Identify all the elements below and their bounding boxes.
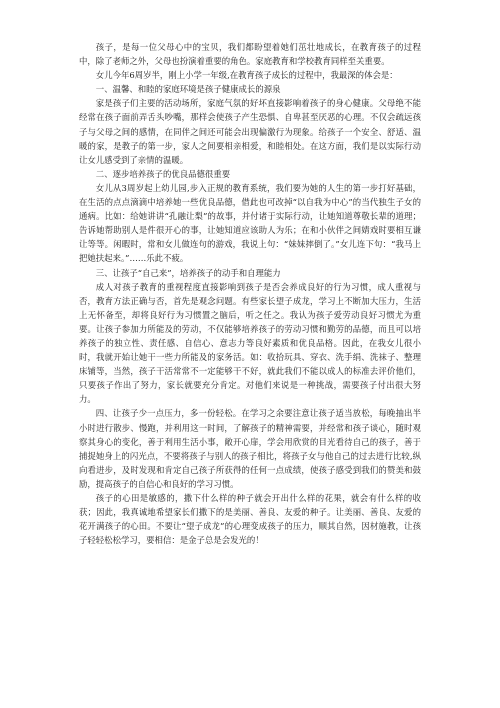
section-4-paragraph: 四、让孩子少一点压力，多一份轻松。在学习之余要注意让孩子适当放松，每晚抽出半小时进行散步、慢跑，并利用这一时间，了解孩子的精神需要，并经常和孩子谈心，随时观察其身心的变化，善于利用生活小事，敞开心扉，学会用欣赏的目光看待自己的孩子，善于捕捉她身上的闪光点，不要将孩子与别人的孩子相比，将孩子女与他自己的过去进行比较,纵向看进步，及时发现和肯定自己孩子所获得的任何一点成绩，使孩子感受到我们的赞美和鼓励，提高孩子的自信心和良好的学习习惯。 (79, 408, 421, 489)
document-body (79, 40, 421, 547)
context-paragraph: 女儿今年6周岁半，刚上小学一年级,在教育孩子成长的过程中，我最深的体会是： (95, 70, 398, 81)
section-heading-2: 二、逐步培养孩子的优良品德很重要 (95, 168, 231, 179)
section-1-paragraph: 家是孩子们主要的活动场所，家庭气氛的好坏直接影响着孩子的身心健康。父母绝不能经常在孩子面前弄舌头吵嘴，那样会使孩子产生恐惧、自卑甚至厌恶的心理。不仅会疏远孩子与父母之间的感情，在同伴之间还可能会出现偏激行为现象。给孩子一个安全、舒适、温暖的家，是教子的第一步，家人之间要相亲相爱，和睦相处。在这方面，我们是以实际行动让女儿感受到了亲情的温暖。 (79, 98, 421, 165)
section-2-paragraph: 女儿从3周岁起上幼儿园,步入正规的教育系统，我们要为她的人生的第一步打好基础，在生活的点点滴滴中培养她一些优良品德，借此也可改掉“以自我为中心”的当代独生子女的通病。比如：给她讲讲“孔融让梨”的故事，并付诸于实际行动，让她知道尊敬长辈的道理；告诉她帮助别人是件很开心的事，让她知道应该助人为乐；在和小伙伴之间婧戏时要相互谦让等等。闲暇时，常和女儿做连句的游戏，我说上句：“妹妹摔倒了。”女儿连下句：“我马上把她扶起来。”……乐此不疲。 (79, 182, 421, 264)
intro-paragraph: 孩子，是每一位父母心中的宝贝，我们都盼望着她们茁壮地成长，在教育孩子的过程中，除了老师之外，父母也扮演着重要的角色。家庭教育和学校教育同样至关重要。 (79, 42, 421, 67)
section-3-paragraph: 成人对孩子教育的重视程度直接影响到孩子是否会养成良好的行为习惯，成人重视与否，教育方法正确与否，首先是观念问题。有些家长望子成龙，学习上不断加大压力，生活上无怀备至，却将良好行为习惯置之脑后，听之任之。我认为孩子爱劳动良好习惯尤为重要。让孩子参加力所能及的劳动，不仅能够培养孩子的劳动习惯和勤劳的品德，而且可以培养孩子的独立性、责任感、自信心、意志力等良好素质和优良品格。因此，在我女儿很小时，我就开始让她干一些力所能及的家务活。如：收拾玩具、穿衣、洗手绢、洗袜子、整理床铺等，当然，孩子干活常常不一定能够干不好，就此我们不能以成人的标准去评价他们，只要孩子作出了努力，家长就要充分肯定。对他们来说是一种挑战，需要孩子付出很大努力。 (79, 281, 421, 405)
closing-paragraph: 孩子的心田是敏感的，撒下什么样的种子就会开出什么样的花果，就会有什么样的收获；因此，我真诚地希望家长们撒下的是美丽、善良、友爱的种子。让美丽、善良、友爱的花开满孩子的心田。不要让“望子成龙”的心理变成孩子的压力，顺其自然，因材施教，让孩子轻轻松松学习，要相信：是金子总是会发光的！ (79, 493, 421, 546)
section-heading-1: 一、温馨、和睦的家庭环境是孩子健康成长的源泉 (95, 84, 281, 95)
section-heading-3: 三、让孩子“自己来”，培养孩子的动手和自理能力 (95, 267, 281, 278)
